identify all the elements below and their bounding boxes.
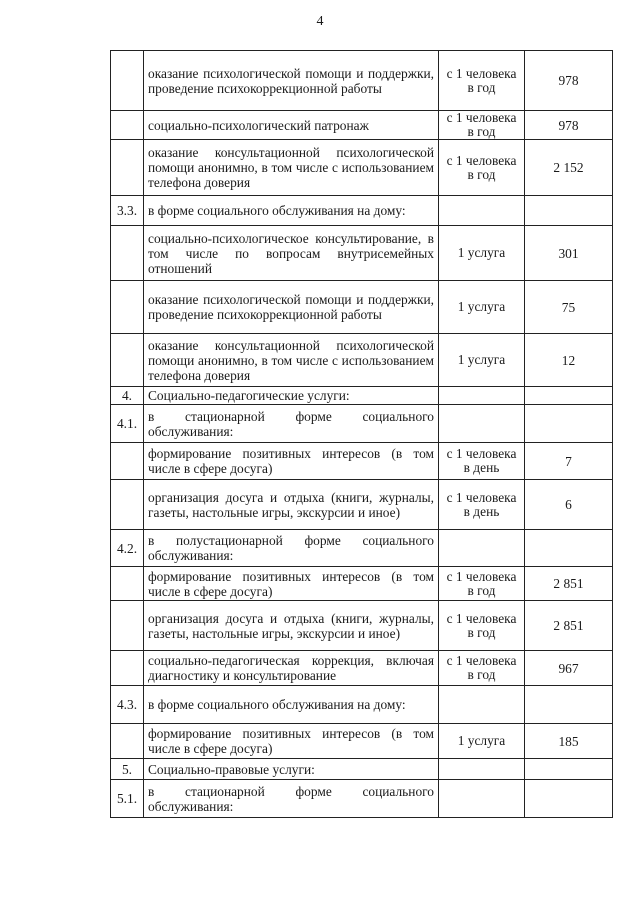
row-number: 4. <box>111 387 144 405</box>
row-number: 4.1. <box>111 405 144 443</box>
row-number <box>111 480 144 530</box>
quantity-value: 301 <box>525 226 613 281</box>
unit-of-measure <box>439 405 525 443</box>
service-description: в полустационарной форме социального обслуживания: <box>144 530 439 567</box>
service-description: оказание консультационной психологической помощи анонимно, в том числе с использованием телефона доверия <box>144 140 439 196</box>
unit-of-measure <box>439 530 525 567</box>
quantity-value <box>525 686 613 724</box>
table-row <box>111 111 613 140</box>
row-number: 5. <box>111 759 144 780</box>
quantity-value: 978 <box>525 111 613 140</box>
service-description: социально-психологическое консультирование, в том числе по вопросам внутрисемейных отношений <box>144 226 439 281</box>
table-row <box>111 334 613 387</box>
service-description: в форме социального обслуживания на дому: <box>144 196 439 226</box>
table-row <box>111 443 613 480</box>
unit-of-measure: с 1 человека в год <box>439 140 525 196</box>
quantity-value: 978 <box>525 51 613 111</box>
row-number <box>111 281 144 334</box>
table-row <box>111 196 613 226</box>
table-row <box>111 759 613 780</box>
services-table <box>110 50 613 818</box>
quantity-value <box>525 530 613 567</box>
service-description: в форме социального обслуживания на дому: <box>144 686 439 724</box>
table-row <box>111 601 613 651</box>
service-description: оказание консультационной психологической помощи анонимно, в том числе с использованием телефона доверия <box>144 334 439 387</box>
unit-of-measure: с 1 человека в год <box>439 601 525 651</box>
unit-of-measure: с 1 человека в год <box>439 111 525 140</box>
quantity-value <box>525 780 613 818</box>
service-description: социально-педагогическая коррекция, включая диагностику и консультирование <box>144 651 439 686</box>
row-number: 3.3. <box>111 196 144 226</box>
quantity-value: 6 <box>525 480 613 530</box>
row-number: 4.2. <box>111 530 144 567</box>
quantity-value: 2 152 <box>525 140 613 196</box>
row-number <box>111 601 144 651</box>
row-number <box>111 111 144 140</box>
quantity-value: 12 <box>525 334 613 387</box>
service-description: оказание психологической помощи и поддержки, проведение психокоррекционной работы <box>144 281 439 334</box>
service-description: Социально-педагогические услуги: <box>144 387 439 405</box>
unit-of-measure <box>439 196 525 226</box>
row-number: 5.1. <box>111 780 144 818</box>
row-number <box>111 651 144 686</box>
unit-of-measure <box>439 780 525 818</box>
quantity-value: 2 851 <box>525 601 613 651</box>
table-row <box>111 387 613 405</box>
table-row <box>111 140 613 196</box>
service-description: формирование позитивных интересов (в том числе в сфере досуга) <box>144 443 439 480</box>
quantity-value <box>525 759 613 780</box>
row-number <box>111 334 144 387</box>
row-number <box>111 443 144 480</box>
service-description: оказание психологической помощи и поддержки, проведение психокоррекционной работы <box>144 51 439 111</box>
table-row <box>111 281 613 334</box>
row-number <box>111 226 144 281</box>
unit-of-measure: с 1 человека в день <box>439 480 525 530</box>
service-description: формирование позитивных интересов (в том числе в сфере досуга) <box>144 567 439 601</box>
table-row <box>111 724 613 759</box>
unit-of-measure: 1 услуга <box>439 724 525 759</box>
quantity-value: 185 <box>525 724 613 759</box>
unit-of-measure: с 1 человека в день <box>439 443 525 480</box>
table-row <box>111 530 613 567</box>
unit-of-measure: с 1 человека в год <box>439 567 525 601</box>
quantity-value <box>525 387 613 405</box>
unit-of-measure: 1 услуга <box>439 281 525 334</box>
service-description: в стационарной форме социального обслуживания: <box>144 780 439 818</box>
service-description: Социально-правовые услуги: <box>144 759 439 780</box>
quantity-value: 75 <box>525 281 613 334</box>
unit-of-measure: с 1 человека в год <box>439 51 525 111</box>
table-row <box>111 226 613 281</box>
row-number <box>111 51 144 111</box>
service-description: в стационарной форме социального обслуживания: <box>144 405 439 443</box>
service-description: социально-психологический патронаж <box>144 111 439 140</box>
unit-of-measure: с 1 человека в год <box>439 651 525 686</box>
unit-of-measure <box>439 686 525 724</box>
table-row <box>111 686 613 724</box>
service-description: организация досуга и отдыха (книги, журналы, газеты, настольные игры, экскурсии и иное) <box>144 601 439 651</box>
row-number: 4.3. <box>111 686 144 724</box>
table-row <box>111 651 613 686</box>
quantity-value <box>525 196 613 226</box>
table-row <box>111 780 613 818</box>
table-row <box>111 51 613 111</box>
table-row <box>111 567 613 601</box>
table-body <box>111 51 613 818</box>
quantity-value: 7 <box>525 443 613 480</box>
unit-of-measure: 1 услуга <box>439 226 525 281</box>
table-row <box>111 480 613 530</box>
unit-of-measure <box>439 759 525 780</box>
service-description: организация досуга и отдыха (книги, журналы, газеты, настольные игры, экскурсии и иное) <box>144 480 439 530</box>
unit-of-measure: 1 услуга <box>439 334 525 387</box>
service-description: формирование позитивных интересов (в том числе в сфере досуга) <box>144 724 439 759</box>
quantity-value <box>525 405 613 443</box>
unit-of-measure <box>439 387 525 405</box>
row-number <box>111 724 144 759</box>
table-row <box>111 405 613 443</box>
quantity-value: 967 <box>525 651 613 686</box>
row-number <box>111 567 144 601</box>
quantity-value: 2 851 <box>525 567 613 601</box>
row-number <box>111 140 144 196</box>
page-number: 4 <box>316 14 324 29</box>
